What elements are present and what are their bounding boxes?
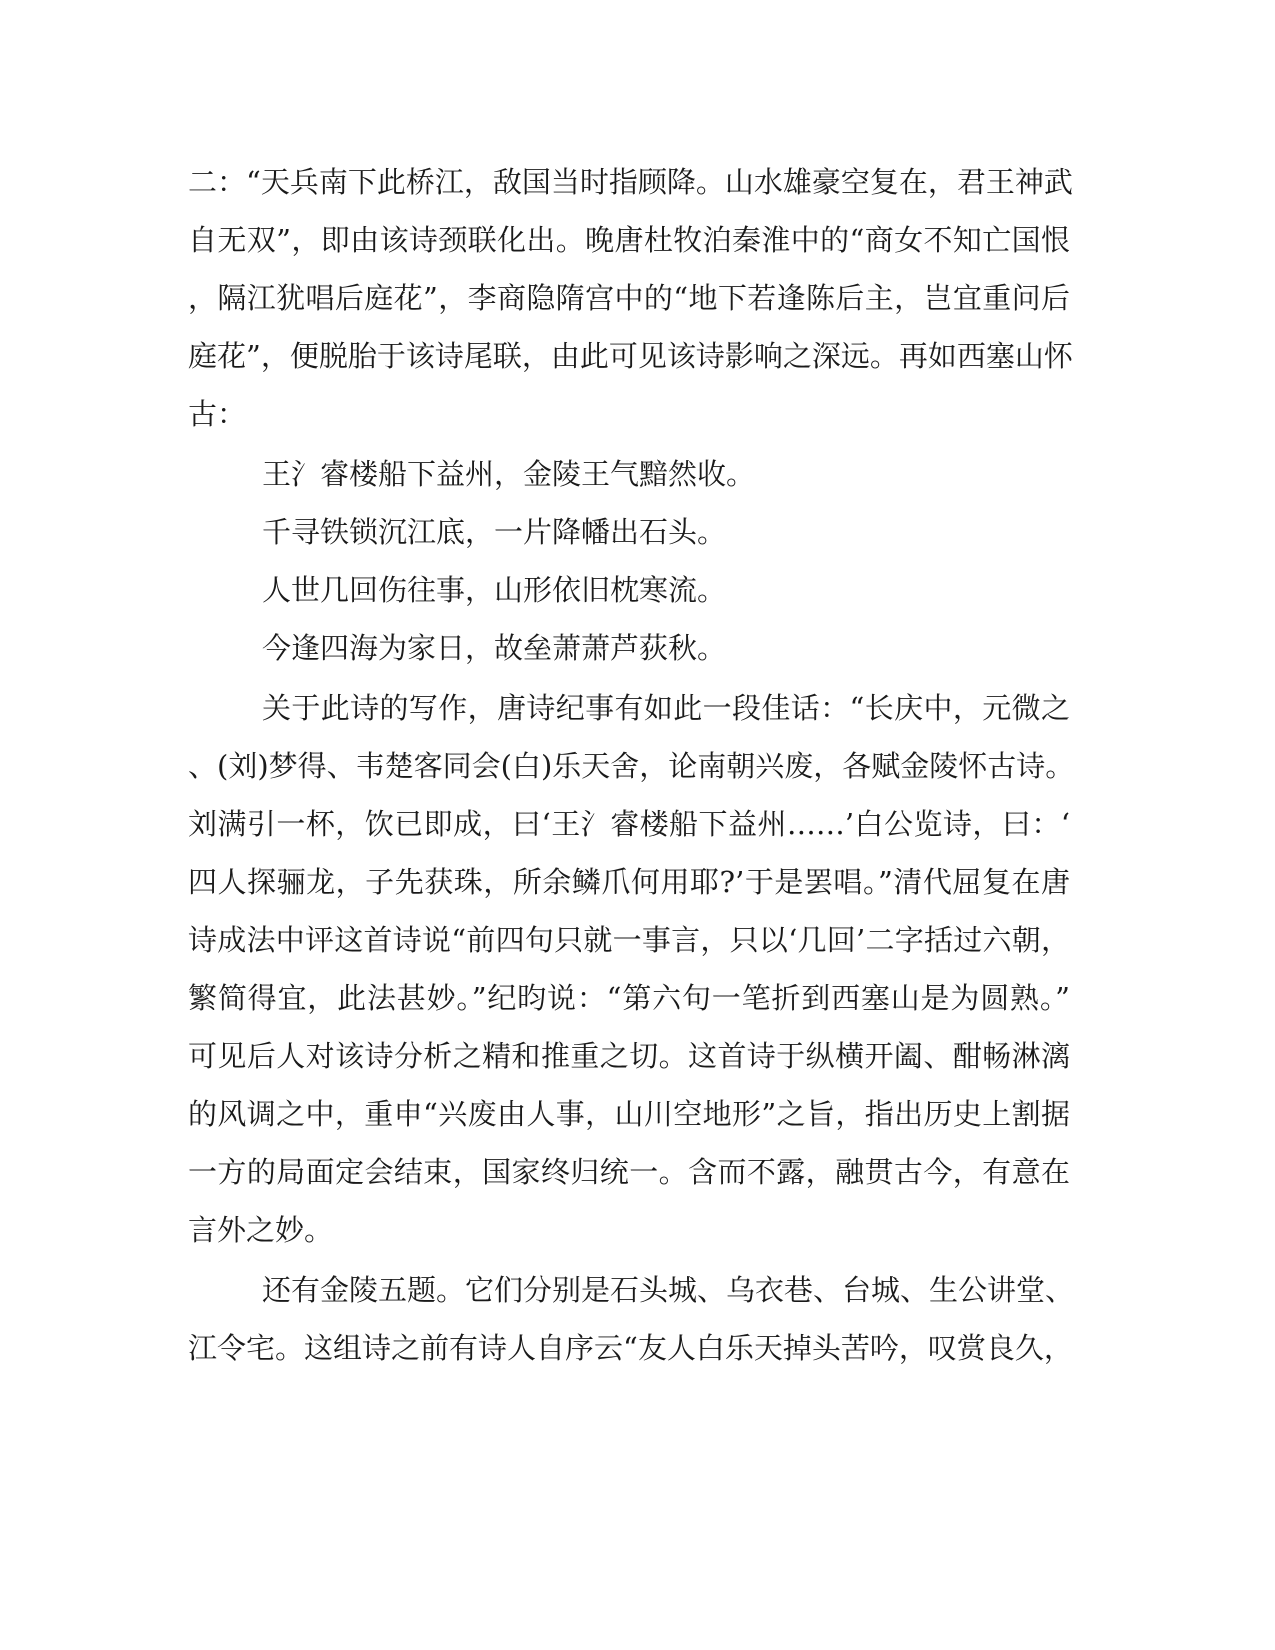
text-line: ，隔江犹唱后庭花”，李商隐隋宫中的“地下若逢陈后主，岂宜重问后: [188, 281, 1070, 315]
text-line: 二：“天兵南下此桥江，敌国当时指顾降。山水雄豪空复在，君王神武: [188, 165, 1073, 199]
text-line: 可见后人对该诗分析之精和推重之切。这首诗于纵横开阖、酣畅淋漓: [188, 1039, 1070, 1073]
poem-line: 人世几回伤往事，山形依旧枕寒流。: [262, 573, 727, 607]
poem-line: 今逢四海为家日，故垒萧萧芦荻秋。: [262, 631, 727, 665]
text-line: 诗成法中评这首诗说“前四句只就一事言，只以‘几回’二字括过六朝，: [188, 923, 1070, 957]
text-line: 、(刘)梦得、韦楚客同会(白)乐天舍，论南朝兴废，各赋金陵怀古诗。: [188, 749, 1075, 783]
text-line: 关于此诗的写作，唐诗纪事有如此一段佳话：“长庆中，元微之: [262, 691, 1070, 725]
text-line: 古：: [188, 397, 247, 431]
text-line: 自无双”，即由该诗颈联化出。晚唐杜牧泊秦淮中的“商女不知亡国恨: [188, 223, 1070, 257]
text-line: 的风调之中，重申“兴废由人事，山川空地形”之旨，指出历史上割据: [188, 1097, 1070, 1131]
poem-line: 千寻铁锁沉江底，一片降幡出石头。: [262, 515, 727, 549]
text-line: 江令宅。这组诗之前有诗人自序云“友人白乐天掉头苦吟，叹赏良久，: [188, 1331, 1073, 1365]
text-line: 言外之妙。: [188, 1213, 334, 1247]
text-line: 还有金陵五题。它们分别是石头城、乌衣巷、台城、生公讲堂、: [262, 1273, 1075, 1307]
text-line: 刘满引一杯，饮已即成，曰‘王氵睿楼船下益州……’白公览诗，曰：‘: [188, 807, 1070, 841]
text-line: 一方的局面定会结束，国家终归统一。含而不露，融贯古今，有意在: [188, 1155, 1070, 1189]
text-line: 繁简得宜，此法甚妙。”纪昀说：“第六句一笔折到西塞山是为圆熟。”: [188, 981, 1070, 1015]
text-line: 庭花”，便脱胎于该诗尾联，由此可见该诗影响之深远。再如西塞山怀: [188, 339, 1073, 373]
poem-line: 王氵睿楼船下益州，金陵王气黯然收。: [262, 457, 756, 491]
text-line: 四人探骊龙，子先获珠，所余鳞爪何用耶?’于是罢唱。”清代屈复在唐: [188, 865, 1070, 899]
